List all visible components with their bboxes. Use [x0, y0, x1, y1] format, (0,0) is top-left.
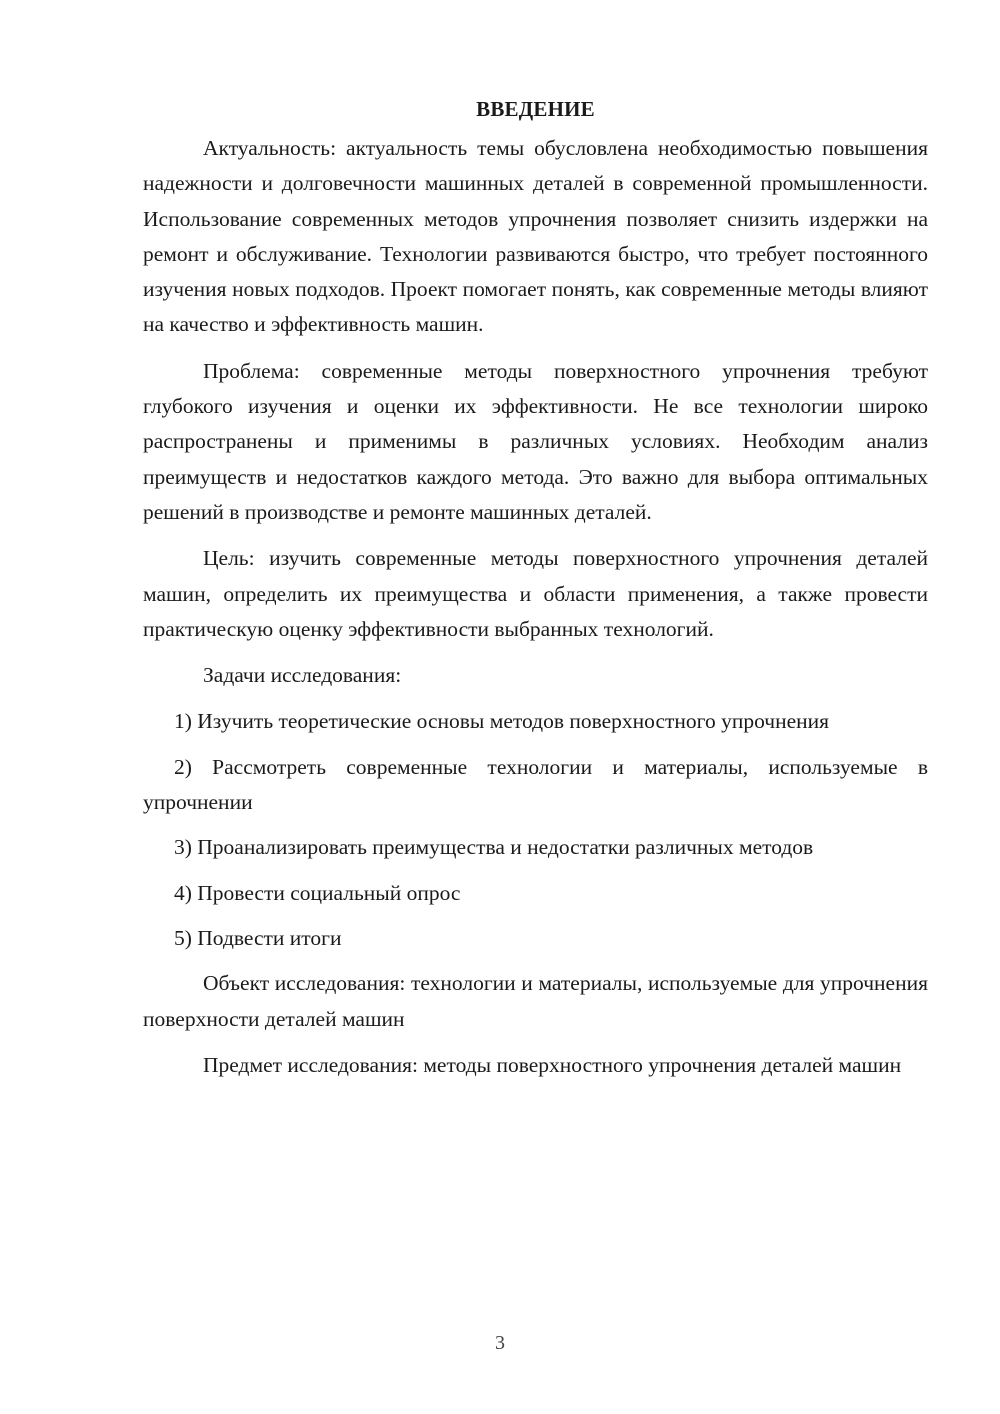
problem-paragraph: Проблема: современные методы поверхностного упрочнения требуют глубокого изучения и оценки их эффективности. Не все технологии широко распространены и применимы в различных условиях. Необходим анализ преимуществ и недостатков каждого метода. Это важно для выбора оптимальных решений в производстве и ремонте машинных деталей.: [143, 358, 928, 524]
task-item-2: 2) Рассмотреть современные технологии и материалы, используемые в упрочнении: [143, 754, 928, 815]
page-number: 3: [495, 1332, 505, 1354]
goal-paragraph: Цель: изучить современные методы поверхностного упрочнения деталей машин, определить их преимущества и области применения, а также провести практическую оценку эффективности выбранных технологий.: [143, 546, 928, 641]
task-item-3: 3) Проанализировать преимущества и недостатки различных методов: [174, 835, 814, 860]
task-item-5: 5) Подвести итоги: [174, 925, 342, 950]
document-page: [143, 92, 928, 1094]
subject-paragraph: Предмет исследования: методы поверхностного упрочнения деталей машин: [203, 1052, 902, 1077]
object-paragraph: Объект исследования: технологии и материалы, используемые для упрочнения поверхности деталей машин: [143, 971, 928, 1031]
task-item-4: 4) Провести социальный опрос: [174, 880, 461, 905]
relevance-paragraph: Актуальность: актуальность темы обусловлена необходимостью повышения надежности и долговечности машинных деталей в современной промышленности. Использование современных методов упрочнения позволяет снизить издержки на ремонт и обслуживание. Технологии развиваются быстро, что требует постоянного изучения новых подходов. Проект помогает понять, как современные методы влияют на качество и эффективность машин.: [143, 136, 928, 337]
tasks-list: [143, 704, 928, 956]
task-item-1: 1) Изучить теоретические основы методов поверхностного упрочнения: [174, 709, 830, 734]
tasks-intro: Задачи исследования:: [203, 663, 402, 688]
section-heading: ВВЕДЕНИЕ: [476, 97, 595, 121]
